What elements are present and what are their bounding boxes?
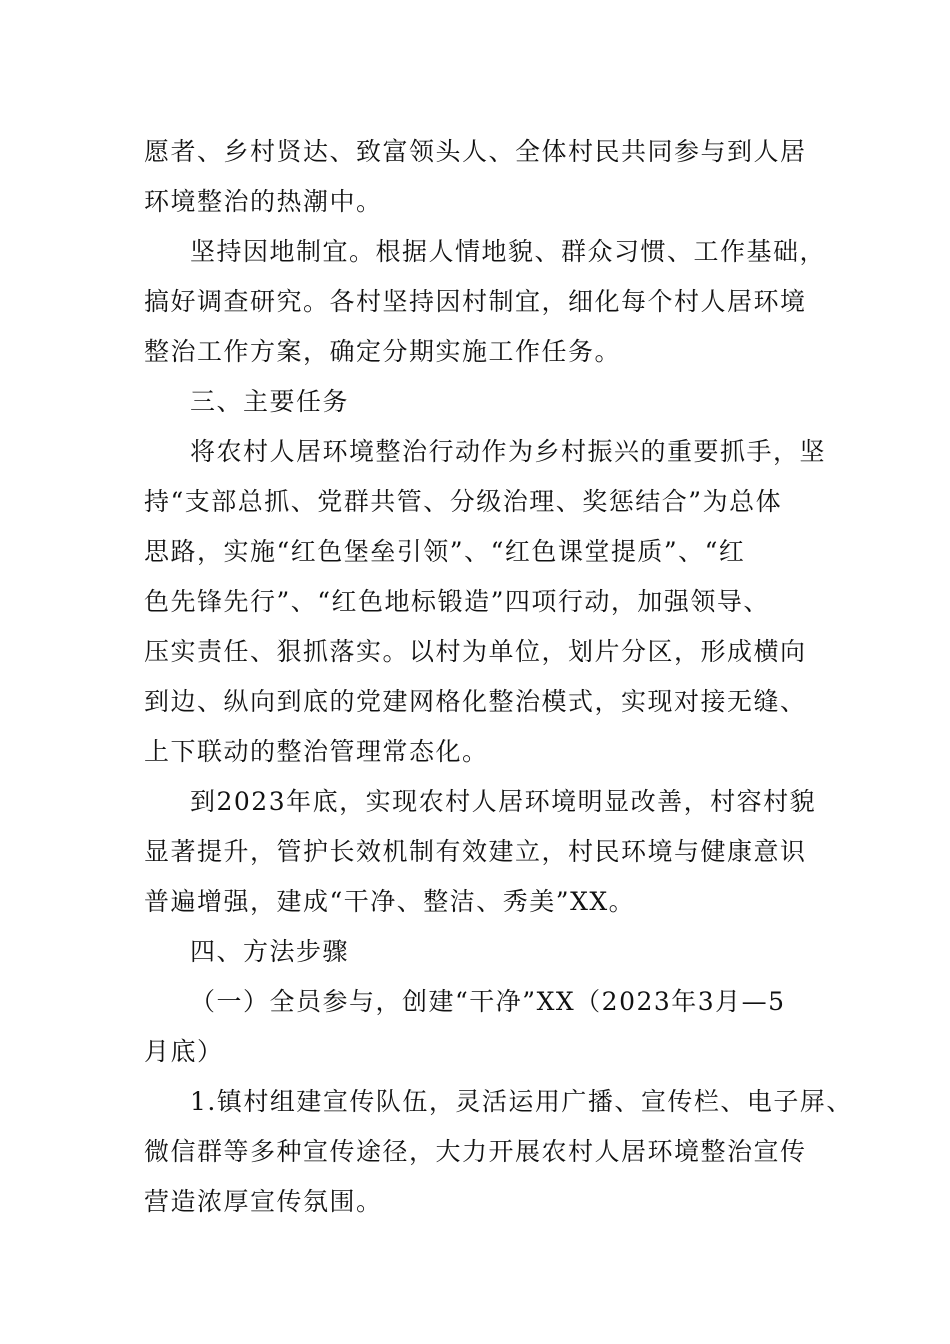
body-text-line: 整治工作方案，确定分期实施工作任务。 [144, 337, 622, 366]
section-heading: 三、主要任务 [190, 387, 350, 416]
body-text-line: 压实责任、狠抓落实。以村为单位，划片分区，形成横向 [144, 637, 807, 666]
body-text-line: 微信群等多种宣传途径，大力开展农村人居环境整治宣传 [144, 1137, 807, 1166]
body-text-line: 持“支部总抓、党群共管、分级治理、奖惩结合”为总体 [144, 487, 783, 516]
body-text-line: 营造浓厚宣传氛围。 [144, 1187, 383, 1216]
body-text-line: 思路，实施“红色堡垒引领”、“红色课堂提质”、“红 [144, 537, 746, 566]
body-text-line: 搞好调查研究。各村坚持因村制宜，细化每个村人居环境 [144, 287, 807, 316]
body-text-line: 环境整治的热潮中。 [144, 187, 383, 216]
body-text-line: 上下联动的整治管理常态化。 [144, 737, 489, 766]
body-text-line: 愿者、乡村贤达、致富领头人、全体村民共同参与到人居 [144, 137, 807, 166]
subsection-heading: （一）全员参与，创建“干净”XX（2023年3月—5 [190, 987, 786, 1016]
paragraph-first-line: 坚持因地制宜。根据人情地貌、群众习惯、工作基础， [190, 237, 827, 266]
body-text-line: 月底） [144, 1037, 224, 1066]
body-text-line: 显著提升，管护长效机制有效建立，村民环境与健康意识 [144, 837, 807, 866]
body-text-line: 色先锋先行”、“红色地标锻造”四项行动，加强领导、 [144, 587, 770, 616]
paragraph-first-line: 到2023年底，实现农村人居环境明显改善，村容村貌 [190, 787, 817, 816]
paragraph-first-line: 将农村人居环境整治行动作为乡村振兴的重要抓手，坚 [190, 437, 827, 466]
body-text-line: 到边、纵向到底的党建网格化整治模式，实现对接无缝、 [144, 687, 807, 716]
paragraph-first-line: 1.镇村组建宣传队伍，灵活运用广播、宣传栏、电子屏、 [190, 1087, 853, 1116]
body-text-line: 普遍增强，建成“干净、整洁、秀美”XX。 [144, 887, 636, 916]
section-heading: 四、方法步骤 [190, 937, 350, 966]
